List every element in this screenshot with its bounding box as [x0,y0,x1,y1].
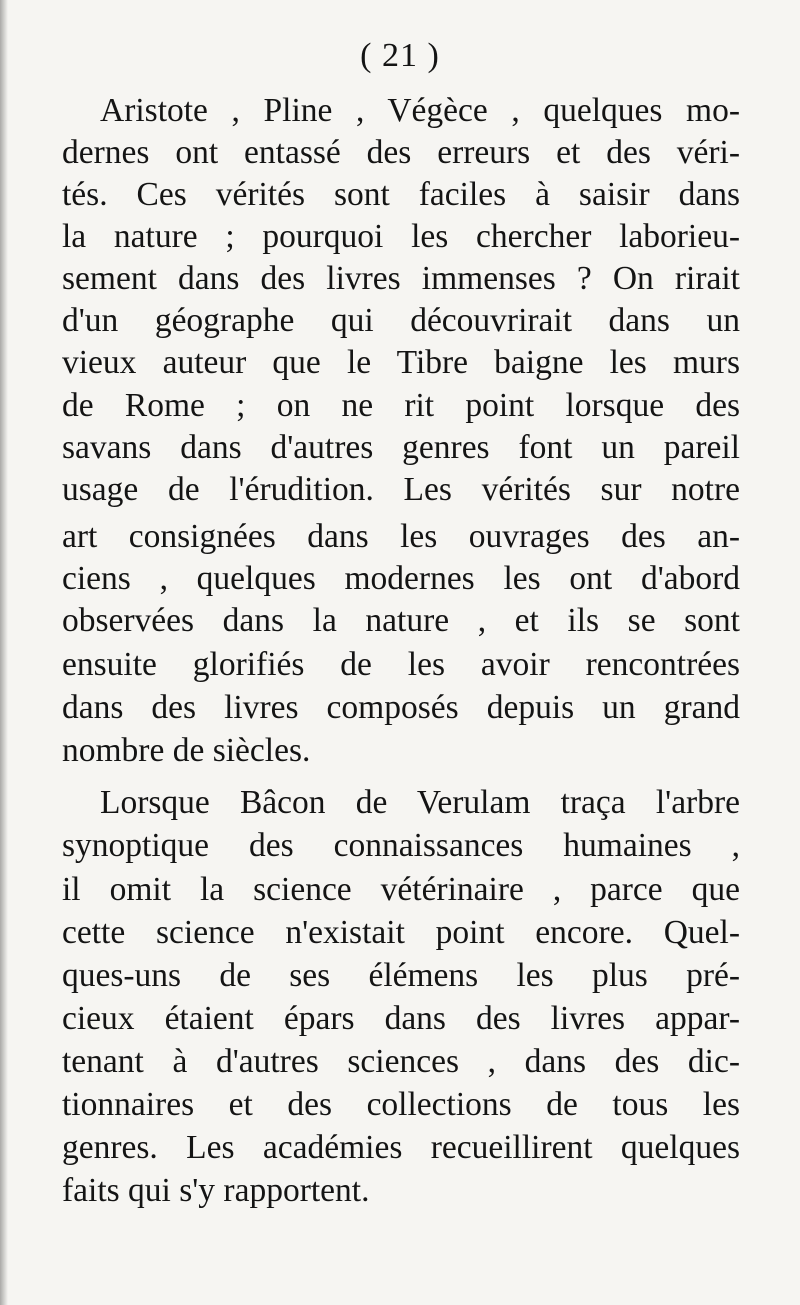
text-line: nombre de siècles. [62,732,311,769]
text-line: tenant à d'autres sciences , dans des dic- [62,1043,740,1080]
text-line: Aristote , Pline , Végèce , quelques mo- [100,92,740,129]
text-line: il omit la science vétérinaire , parce que [62,871,740,908]
text-line: art consignées dans les ouvrages des an- [62,518,740,555]
text-line: vieux auteur que le Tibre baigne les murs [62,344,740,381]
text-line: usage de l'érudition. Les vérités sur notre [62,471,740,508]
text-line: ques-uns de ses élémens les plus pré- [62,957,740,994]
text-line: savans dans d'autres genres font un pareil [62,429,740,466]
text-line: la nature ; pourquoi les chercher laborieu- [62,218,740,255]
text-line: synoptique des connaissances humaines , [62,827,740,864]
text-line: d'un géographe qui découvrirait dans un [62,302,740,339]
text-line: Lorsque Bâcon de Verulam traça l'arbre [100,784,740,821]
text-line: tionnaires et des collections de tous les [62,1086,740,1123]
text-line: cieux étaient épars dans des livres appar- [62,1000,740,1037]
text-line: faits qui s'y rapportent. [62,1172,370,1209]
text-line: observées dans la nature , et ils se sont [62,602,740,639]
text-line: de Rome ; on ne rit point lorsque des [62,387,740,424]
text-line: cette science n'existait point encore. Quel- [62,914,740,951]
page-number: ( 21 ) [360,37,440,74]
text-line: dernes ont entassé des erreurs et des véri- [62,134,740,171]
text-line: ciens , quelques modernes les ont d'abord [62,560,740,597]
text-line: dans des livres composés depuis un grand [62,689,740,726]
text-line: sement dans des livres immenses ? On rirait [62,260,740,297]
text-line: ensuite glorifiés de les avoir rencontrées [62,646,740,683]
text-line: genres. Les académies recueillirent quelques [62,1129,740,1166]
text-line: tés. Ces vérités sont faciles à saisir dans [62,176,740,213]
